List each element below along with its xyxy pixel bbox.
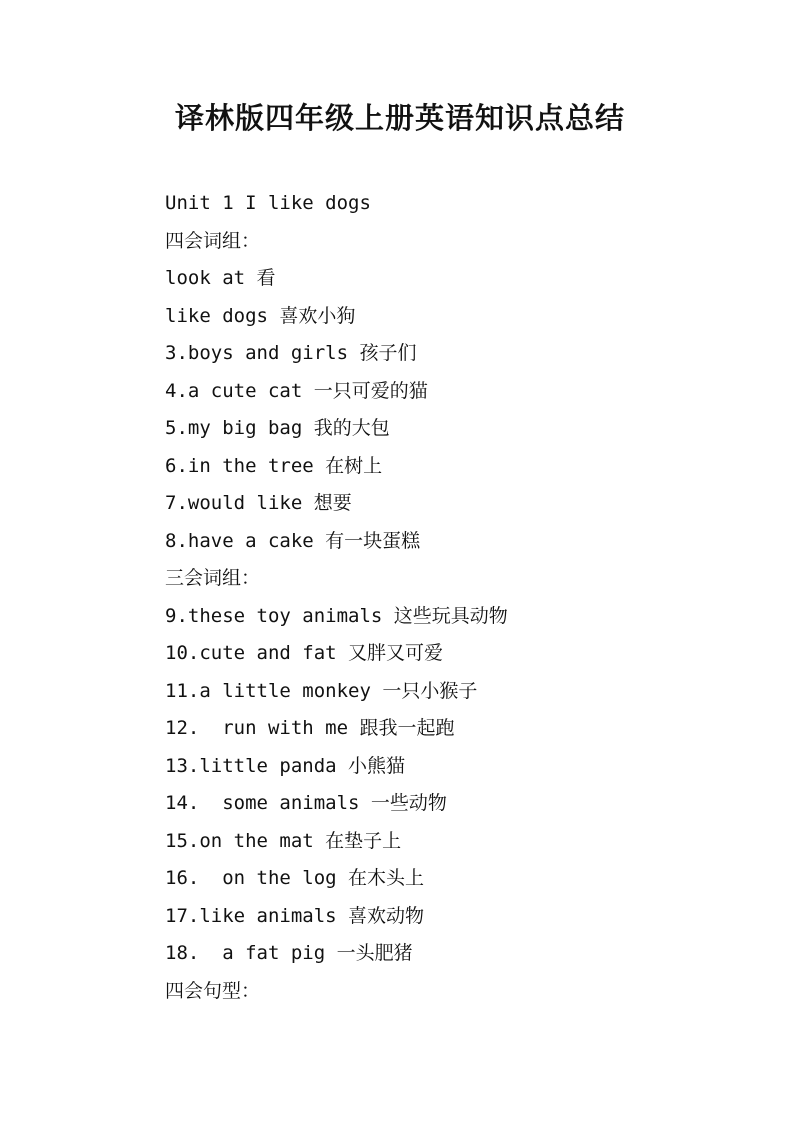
phrase-english: 4.a cute cat <box>165 379 303 402</box>
document-body <box>165 185 765 1010</box>
list-item <box>165 860 765 898</box>
phrase-chinese: 想要 <box>313 492 352 514</box>
list-item <box>165 260 765 298</box>
phrase-english: like dogs <box>165 304 268 327</box>
list-item <box>165 335 765 373</box>
phrase-english: 14. some animals <box>165 792 360 814</box>
list-item <box>165 823 765 861</box>
phrase-english: 10.cute and fat <box>165 642 337 664</box>
phrase-english: 15.on the mat <box>165 829 314 852</box>
phrase-english: 16. on the log <box>165 867 337 889</box>
section-heading: 四会词组： <box>165 229 261 252</box>
phrase-english: 7.would like <box>165 492 303 514</box>
phrase-chinese: 看 <box>256 267 276 289</box>
unit-title: Unit 1 I like dogs <box>165 192 371 214</box>
list-item <box>165 710 765 748</box>
list-item <box>165 448 765 486</box>
phrase-english: 9.these toy animals <box>165 604 383 627</box>
list-item <box>165 935 765 973</box>
phrase-chinese: 在树上 <box>325 454 383 477</box>
list-item <box>165 785 765 823</box>
phrase-english: look at <box>165 267 246 289</box>
phrase-chinese: 这些玩具动物 <box>393 604 508 627</box>
list-item <box>165 598 765 636</box>
phrase-english: 5.my big bag <box>165 417 303 439</box>
phrase-chinese: 一头肥猪 <box>336 942 413 964</box>
phrase-english: 3.boys and girls <box>165 342 349 364</box>
phrase-chinese: 喜欢动物 <box>348 904 425 927</box>
phrase-english: 6.in the tree <box>165 454 314 477</box>
phrase-chinese: 喜欢小狗 <box>279 304 356 327</box>
phrase-chinese: 一些动物 <box>370 792 447 814</box>
phrase-chinese: 又胖又可爱 <box>348 642 444 664</box>
list-item <box>165 373 765 411</box>
phrase-english: 13.little panda <box>165 754 337 777</box>
phrase-english: 17.like animals <box>165 904 337 927</box>
phrase-english: 18. a fat pig <box>165 942 326 964</box>
list-item <box>165 898 765 936</box>
list-item <box>165 673 765 711</box>
phrase-chinese: 我的大包 <box>313 417 390 439</box>
page-title: 译林版四年级上册英语知识点总结 <box>174 101 625 135</box>
list-item <box>165 635 765 673</box>
list-item <box>165 523 765 561</box>
phrase-english: 8.have a cake <box>165 529 314 552</box>
section-heading: 三会词组： <box>165 567 261 589</box>
list-item <box>165 485 765 523</box>
phrase-chinese: 在垫子上 <box>325 829 402 852</box>
phrase-chinese: 孩子们 <box>359 342 417 364</box>
phrase-english: 12. run with me <box>165 717 349 739</box>
phrase-chinese: 一只可爱的猫 <box>313 379 428 402</box>
list-item <box>165 410 765 448</box>
phrase-chinese: 跟我一起跑 <box>359 717 455 739</box>
list-item <box>165 748 765 786</box>
list-item <box>165 298 765 336</box>
phrase-chinese: 在木头上 <box>348 867 425 889</box>
phrase-chinese: 一只小猴子 <box>382 679 478 702</box>
phrase-chinese: 有一块蛋糕 <box>325 529 421 552</box>
section-heading: 四会句型： <box>165 979 261 1002</box>
phrase-chinese: 小熊猫 <box>348 754 406 777</box>
phrase-english: 11.a little monkey <box>165 679 371 702</box>
